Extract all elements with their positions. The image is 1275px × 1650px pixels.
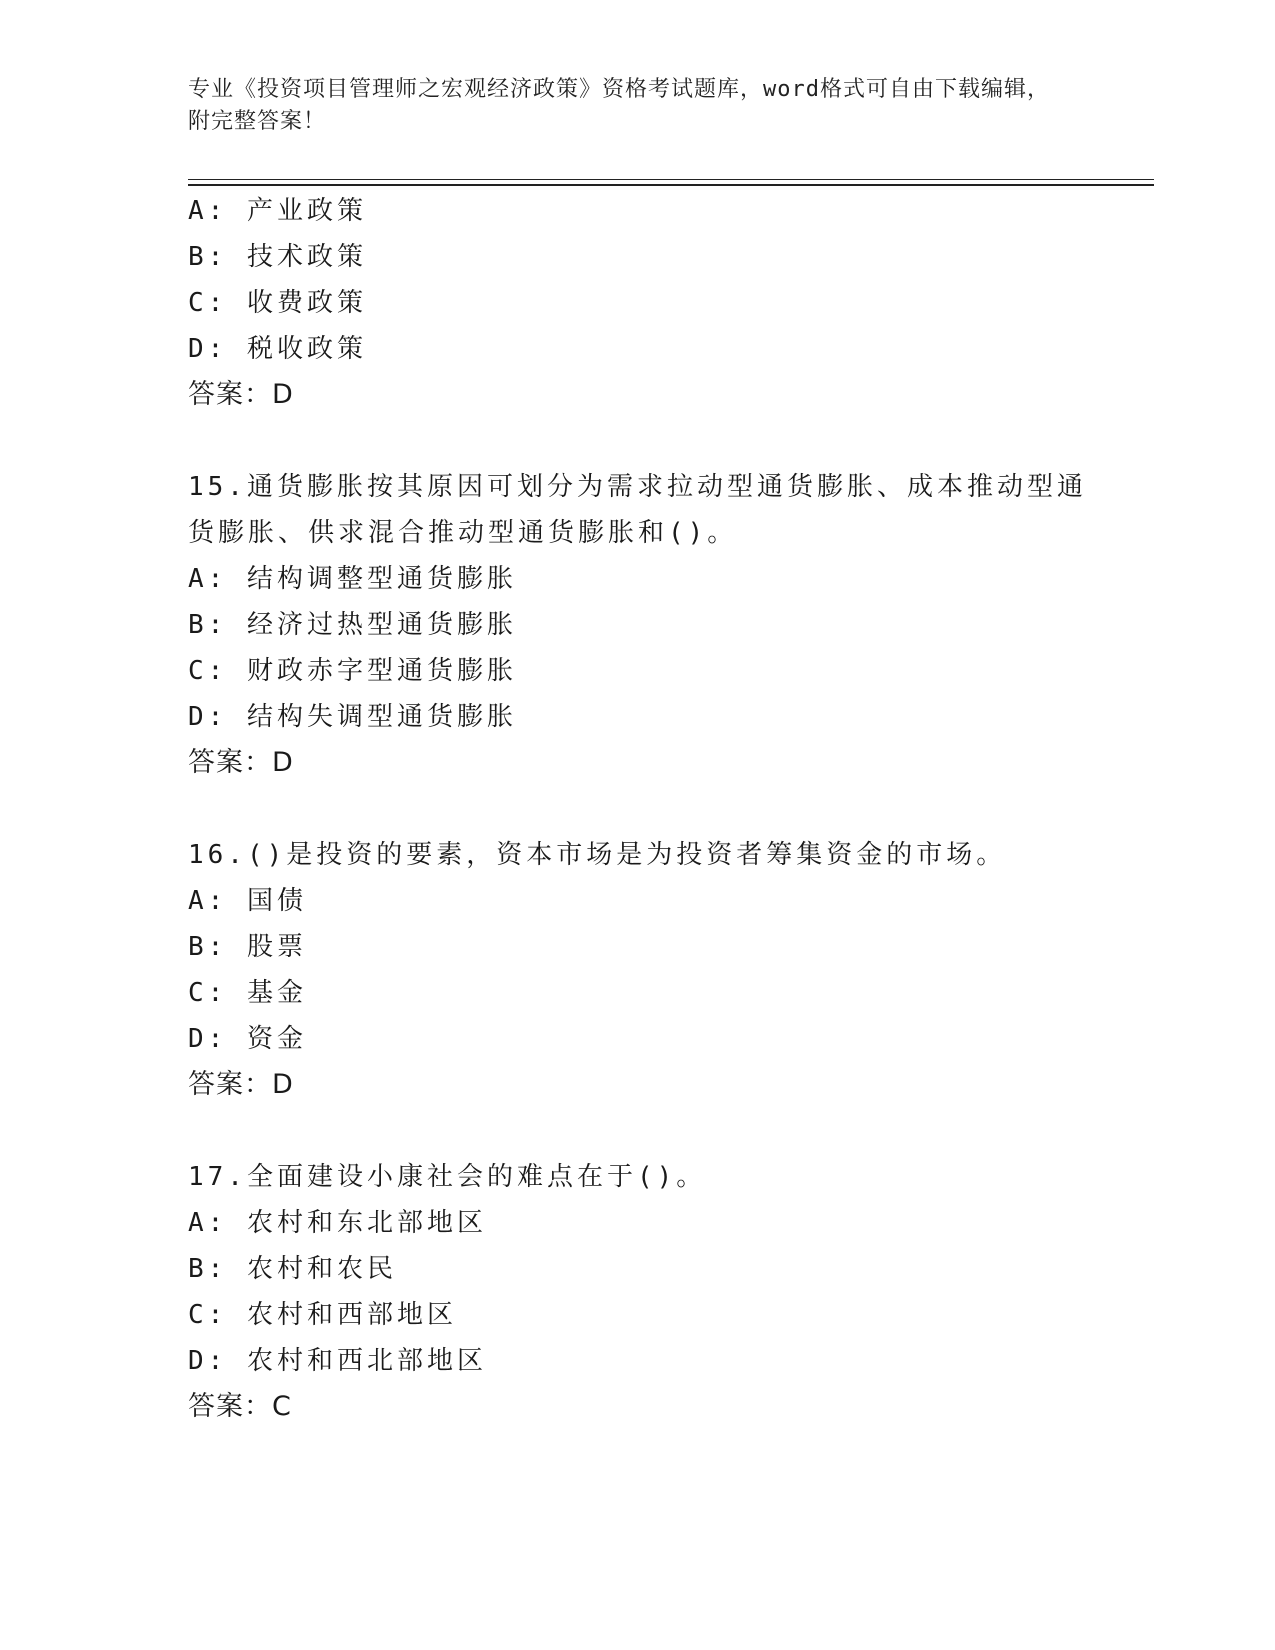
question-text: 16.()是投资的要素，资本市场是为投资者筹集资金的市场。 [188,840,1007,870]
question-text: 15.通货膨胀按其原因可划分为需求拉动型通货膨胀、成本推动型通货膨胀、供求混合推动型通货膨胀和()。 [188,472,1087,548]
question-block-15 [188,464,1088,786]
question-content [188,188,1088,1430]
answer-line: 答案：D [188,379,294,410]
document-header: 专业《投资项目管理师之宏观经济政策》资格考试题库，word格式可自由下载编辑，附完整答案！ [188,77,1050,134]
option-d: D: 农村和西北部地区 [188,1346,487,1376]
option-c: C: 农村和西部地区 [188,1300,457,1330]
option-a: A: 国债 [188,886,307,916]
header-rule-top [188,179,1154,180]
option-b: B: 股票 [188,932,307,962]
spacer [188,1108,1088,1154]
option-b: B: 经济过热型通货膨胀 [188,610,517,640]
option-a: A: 产业政策 [188,196,367,226]
option-c: C: 财政赤字型通货膨胀 [188,656,517,686]
spacer [188,418,1088,464]
answer-line: 答案：D [188,1069,294,1100]
spacer [188,786,1088,832]
prev-question-block [188,188,1088,418]
option-a: A: 结构调整型通货膨胀 [188,564,517,594]
question-block-16 [188,832,1088,1108]
answer-line: 答案：C [188,1391,292,1422]
option-b: B: 技术政策 [188,242,367,272]
option-d: D: 税收政策 [188,334,367,364]
option-c: C: 基金 [188,978,307,1008]
option-a: A: 农村和东北部地区 [188,1208,487,1238]
question-block-17 [188,1154,1088,1430]
question-text: 17.全面建设小康社会的难点在于()。 [188,1162,707,1192]
option-b: B: 农村和农民 [188,1254,397,1284]
answer-line: 答案：D [188,747,294,778]
header-rule-bottom [188,184,1154,186]
option-c: C: 收费政策 [188,288,367,318]
option-d: D: 结构失调型通货膨胀 [188,702,517,732]
option-d: D: 资金 [188,1024,307,1054]
